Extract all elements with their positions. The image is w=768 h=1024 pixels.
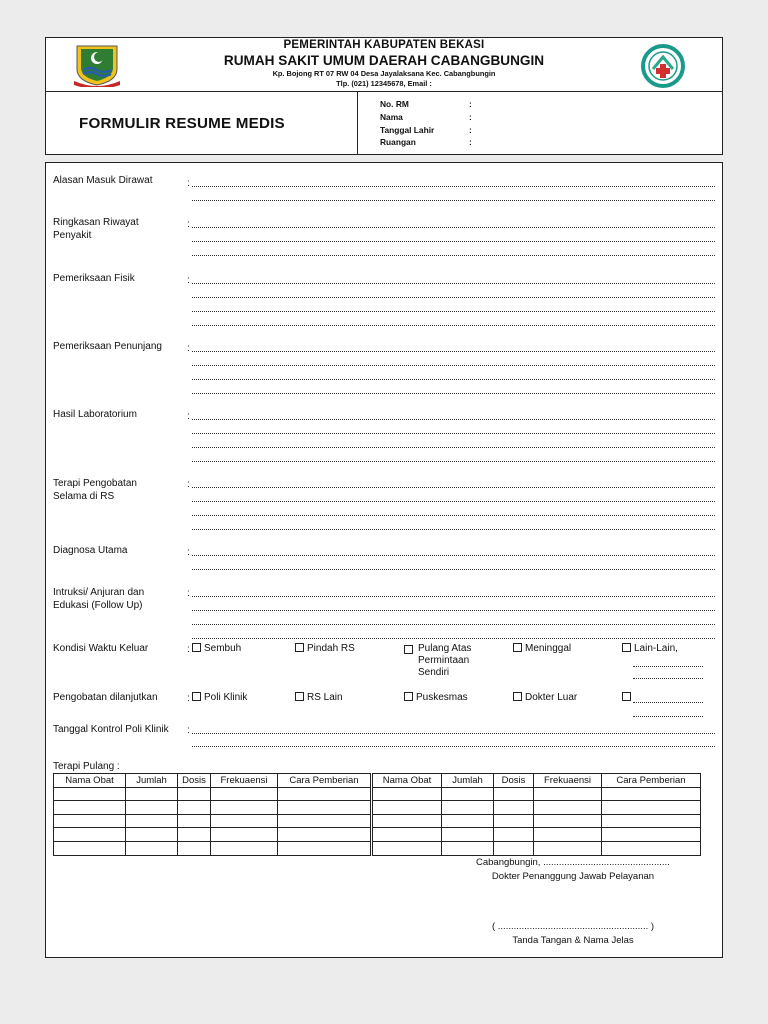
- checkbox-label: Poli Klinik: [204, 692, 248, 703]
- table-cell[interactable]: [372, 841, 442, 855]
- fill-line[interactable]: [633, 701, 703, 703]
- checkbox-icon[interactable]: [622, 692, 631, 701]
- column-header: Nama Obat: [372, 774, 442, 788]
- checkbox-pulang-atas-permintaan[interactable]: [404, 643, 494, 679]
- section-label: Terapi Pengobatan Selama di RS: [53, 478, 137, 502]
- checkbox-icon[interactable]: [295, 692, 304, 701]
- checkbox-icon[interactable]: [622, 643, 631, 652]
- fill-line[interactable]: [192, 514, 715, 516]
- fill-line[interactable]: [192, 732, 715, 734]
- table-cell[interactable]: [211, 841, 278, 855]
- fill-line[interactable]: [192, 568, 715, 570]
- section-colon: :: [187, 219, 190, 230]
- fill-line[interactable]: [633, 715, 703, 717]
- checkbox-label: Puskesmas: [416, 692, 468, 703]
- checkbox-icon[interactable]: [513, 692, 522, 701]
- follow-treatment-colon: :: [187, 693, 190, 704]
- checkbox-label: Meninggal: [525, 643, 572, 654]
- checkbox-icon[interactable]: [404, 692, 413, 701]
- table-row: [54, 801, 701, 815]
- table-cell[interactable]: [54, 801, 126, 815]
- table-cell[interactable]: [54, 841, 126, 855]
- section-colon: :: [187, 547, 190, 558]
- column-header: Dosis: [494, 774, 534, 788]
- section-colon: :: [187, 343, 190, 354]
- table-row: [54, 814, 701, 828]
- fill-line[interactable]: [192, 554, 715, 556]
- patient-field-colon: :: [469, 99, 472, 109]
- signature-name-line[interactable]: ( ......................................................... ): [491, 921, 655, 932]
- follow-treatment-label: Pengobatan dilanjutkan: [53, 692, 158, 703]
- table-cell[interactable]: [54, 828, 126, 842]
- table-cell[interactable]: [442, 787, 494, 801]
- section-colon: :: [187, 479, 190, 490]
- patient-field-label: Nama: [380, 112, 403, 122]
- section-colon: :: [187, 275, 190, 286]
- patient-field-label: Tanggal Lahir: [380, 125, 435, 135]
- section-label: Pemeriksaan Fisik: [53, 273, 135, 284]
- table-cell[interactable]: [442, 814, 494, 828]
- column-header: Jumlah: [442, 774, 494, 788]
- table-row: [54, 841, 701, 855]
- fill-line[interactable]: [192, 296, 715, 298]
- discharge-label: Kondisi Waktu Keluar: [53, 643, 149, 654]
- table-cell[interactable]: [126, 841, 178, 855]
- hospital-address: Kp. Bojong RT 07 RW 04 Desa Jayalaksana Kec. Cabangbungin: [272, 69, 496, 78]
- fill-line[interactable]: [192, 240, 715, 242]
- fill-line[interactable]: [192, 350, 715, 352]
- table-cell[interactable]: [494, 801, 534, 815]
- checkbox-icon[interactable]: [513, 643, 522, 652]
- table-cell[interactable]: [602, 801, 701, 815]
- table-cell[interactable]: [442, 801, 494, 815]
- patient-field-colon: :: [469, 112, 472, 122]
- table-cell[interactable]: [178, 828, 211, 842]
- fill-line[interactable]: [192, 460, 715, 462]
- section-label: Hasil Laboratorium: [53, 409, 137, 420]
- table-cell[interactable]: [278, 828, 372, 842]
- fill-line[interactable]: [192, 528, 715, 530]
- checkbox-icon[interactable]: [192, 643, 201, 652]
- control-date-colon: :: [187, 725, 190, 736]
- letterhead: [45, 37, 723, 92]
- table-cell[interactable]: [442, 841, 494, 855]
- column-header: Nama Obat: [54, 774, 126, 788]
- government-name: PEMERINTAH KABUPATEN BEKASI: [283, 39, 485, 51]
- column-header: Frekuaensi: [534, 774, 602, 788]
- fill-line[interactable]: [192, 595, 715, 597]
- table-cell[interactable]: [534, 841, 602, 855]
- section-label: Pemeriksaan Penunjang: [53, 341, 162, 352]
- table-cell[interactable]: [602, 787, 701, 801]
- discharge-colon: :: [187, 644, 190, 655]
- table-cell[interactable]: [372, 801, 442, 815]
- table-cell[interactable]: [178, 801, 211, 815]
- fill-line[interactable]: [192, 418, 715, 420]
- fill-line[interactable]: [192, 637, 715, 639]
- form-header: [45, 92, 723, 155]
- checkbox-label: Pindah RS: [307, 643, 355, 654]
- fill-line[interactable]: [192, 623, 715, 625]
- checkbox-label: Dokter Luar: [525, 692, 578, 703]
- therapy-table: [53, 773, 701, 856]
- table-cell[interactable]: [372, 828, 442, 842]
- table-cell[interactable]: [126, 787, 178, 801]
- checkbox-puskesmas[interactable]: [404, 692, 468, 704]
- checkbox-icon[interactable]: [404, 645, 413, 654]
- checkbox-sembuh[interactable]: [192, 643, 241, 655]
- fill-line[interactable]: [192, 432, 715, 434]
- table-row: [54, 787, 701, 801]
- section-label: Diagnosa Utama: [53, 545, 128, 556]
- table-cell[interactable]: [602, 814, 701, 828]
- therapy-label: Terapi Pulang :: [53, 761, 120, 772]
- fill-line[interactable]: [192, 310, 715, 312]
- checkbox-icon[interactable]: [295, 643, 304, 652]
- fill-line[interactable]: [192, 226, 715, 228]
- table-cell[interactable]: [126, 801, 178, 815]
- therapy-table-wrap: [53, 773, 701, 856]
- column-header: Cara Pemberian: [278, 774, 372, 788]
- patient-field-label: No. RM: [380, 99, 409, 109]
- table-cell[interactable]: [126, 814, 178, 828]
- table-cell[interactable]: [211, 814, 278, 828]
- checkbox-label: RS Lain: [307, 692, 343, 703]
- table-cell[interactable]: [54, 787, 126, 801]
- table-row: [54, 828, 701, 842]
- table-cell[interactable]: [494, 828, 534, 842]
- table-cell[interactable]: [178, 787, 211, 801]
- table-cell[interactable]: [534, 787, 602, 801]
- fill-line[interactable]: [192, 324, 715, 326]
- table-cell[interactable]: [534, 828, 602, 842]
- table-cell[interactable]: [494, 841, 534, 855]
- section-label: Alasan Masuk Dirawat: [53, 175, 153, 186]
- table-cell[interactable]: [534, 814, 602, 828]
- column-header: Dosis: [178, 774, 211, 788]
- section-label: Intruksi/ Anjuran dan Edukasi (Follow Up): [53, 587, 145, 611]
- section-colon: :: [187, 411, 190, 422]
- signature-place: Cabangbungin, ................................................: [476, 857, 670, 868]
- table-cell[interactable]: [178, 841, 211, 855]
- table-cell[interactable]: [494, 787, 534, 801]
- section-colon: :: [187, 588, 190, 599]
- table-cell[interactable]: [178, 814, 211, 828]
- table-cell[interactable]: [494, 814, 534, 828]
- table-cell[interactable]: [211, 828, 278, 842]
- fill-line[interactable]: [192, 282, 715, 284]
- section-colon: :: [187, 178, 190, 189]
- hospital-logo-icon: [640, 43, 686, 89]
- fill-line[interactable]: [192, 199, 715, 201]
- table-cell[interactable]: [126, 828, 178, 842]
- fill-line[interactable]: [192, 500, 715, 502]
- table-cell[interactable]: [278, 787, 372, 801]
- fill-line[interactable]: [192, 185, 715, 187]
- fill-line[interactable]: [633, 677, 703, 679]
- checkbox-meninggal[interactable]: [513, 643, 571, 655]
- therapy-header-row: [54, 774, 701, 788]
- fill-line[interactable]: [192, 446, 715, 448]
- table-cell[interactable]: [278, 801, 372, 815]
- checkbox-dokter-luar[interactable]: [513, 692, 577, 704]
- header-divider: [357, 92, 358, 154]
- form-body: [45, 162, 723, 958]
- column-header: Cara Pemberian: [602, 774, 701, 788]
- fill-line[interactable]: [633, 665, 703, 667]
- table-cell[interactable]: [534, 801, 602, 815]
- checkbox-icon[interactable]: [192, 692, 201, 701]
- fill-line[interactable]: [192, 392, 715, 394]
- table-cell[interactable]: [442, 828, 494, 842]
- fill-line[interactable]: [192, 378, 715, 380]
- hospital-contact: Tlp. (021) 12345678, Email :: [336, 79, 432, 88]
- column-header: Frekuaensi: [211, 774, 278, 788]
- table-cell[interactable]: [372, 787, 442, 801]
- fill-line[interactable]: [192, 364, 715, 366]
- table-cell[interactable]: [602, 828, 701, 842]
- patient-field-colon: :: [469, 125, 472, 135]
- checkbox-label: Lain-Lain,: [634, 643, 678, 654]
- table-cell[interactable]: [372, 814, 442, 828]
- patient-field-colon: :: [469, 137, 472, 147]
- table-cell[interactable]: [54, 814, 126, 828]
- form-title: FORMULIR RESUME MEDIS: [79, 115, 285, 132]
- table-cell[interactable]: [211, 787, 278, 801]
- fill-line[interactable]: [192, 609, 715, 611]
- checkbox-label: Pulang Atas Permintaan Sendiri: [418, 643, 472, 678]
- hospital-name: RUMAH SAKIT UMUM DAERAH CABANGBUNGIN: [223, 53, 545, 68]
- checkbox-rs-lain[interactable]: [295, 692, 343, 704]
- table-cell[interactable]: [211, 801, 278, 815]
- fill-line[interactable]: [192, 745, 715, 747]
- fill-line[interactable]: [192, 486, 715, 488]
- table-cell[interactable]: [278, 841, 372, 855]
- column-header: Jumlah: [126, 774, 178, 788]
- checkbox-pindah-rs[interactable]: [295, 643, 355, 655]
- signature-role: Dokter Penanggung Jawab Pelayanan: [491, 871, 655, 882]
- control-date-label: Tanggal Kontrol Poli Klinik: [53, 724, 169, 735]
- fill-line[interactable]: [192, 254, 715, 256]
- patient-field-label: Ruangan: [380, 137, 416, 147]
- section-label: Ringkasan Riwayat Penyakit: [53, 217, 139, 241]
- table-cell[interactable]: [602, 841, 701, 855]
- checkbox-lain-lain[interactable]: [622, 643, 678, 655]
- table-cell[interactable]: [278, 814, 372, 828]
- checkbox-poli-klinik[interactable]: [192, 692, 247, 704]
- signature-caption: Tanda Tangan & Nama Jelas: [512, 935, 634, 946]
- checkbox-label: Sembuh: [204, 643, 242, 654]
